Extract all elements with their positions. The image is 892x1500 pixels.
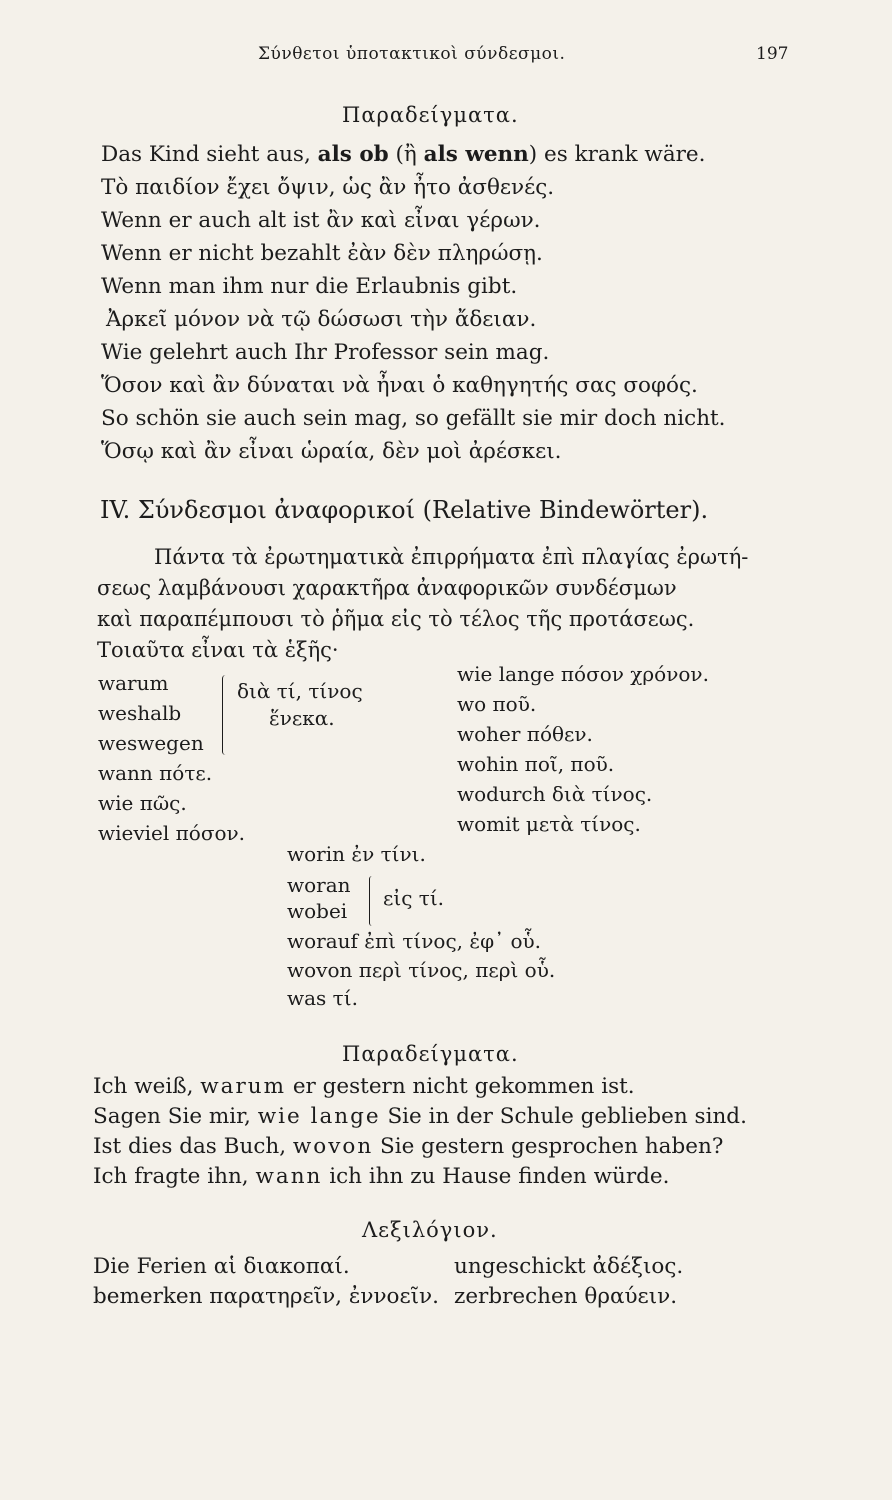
- vocab-item: wie lange πόσον χρόνον.: [457, 662, 709, 686]
- vocab-item: worin ἐν τίνι.: [287, 842, 426, 866]
- vocab-item: wie πῶς.: [98, 791, 187, 815]
- vocab-gloss: διὰ τί, τίνος: [237, 679, 363, 703]
- vocab-item: warum: [98, 671, 169, 695]
- glossary-heading: Λεξιλόγιον.: [362, 1218, 498, 1242]
- vocab-item: woran: [287, 873, 351, 897]
- vocab-gloss: ἕνεκα.: [269, 706, 335, 730]
- paragraph-line: Τοιαῦτα εἶναι τὰ ἑξῆς·: [97, 638, 339, 662]
- example-line: Ὅσον καὶ ἂν δύναται νὰ ἦναι ὁ καθηγητής σας σοφός.: [101, 373, 698, 398]
- vocab-item: wovon περὶ τίνος, περὶ οὗ.: [287, 958, 556, 982]
- example-line: Das Kind sieht aus, als ob (ἢ als wenn) es krank wäre.: [101, 142, 706, 167]
- example-line: Wenn er auch alt ist ἂν καὶ εἶναι γέρων.: [101, 208, 541, 233]
- example-line: Ist dies das Buch, wovon Sie gestern gesprochen haben?: [93, 1134, 724, 1159]
- vocab-item: weswegen: [98, 731, 204, 755]
- glossary-item: zerbrechen θραύειν.: [454, 1284, 678, 1309]
- vocab-item: woher πόθεν.: [457, 722, 593, 746]
- example-line: Wie gelehrt auch Ihr Professor sein mag.: [101, 340, 550, 365]
- vocab-item: wann πότε.: [98, 761, 213, 785]
- paragraph-line: Πάντα τὰ ἐρωτηματικὰ ἐπιρρήματα ἐπὶ πλαγίας ἐρωτή-: [154, 545, 749, 569]
- section-title: IV. Σύνδεσμοι ἀναφορικοί (Relative Bindewörter).: [100, 496, 709, 524]
- example-line: Ich weiß, warum er gestern nicht gekommen ist.: [93, 1074, 635, 1099]
- vocab-item: wo ποῦ.: [457, 692, 537, 716]
- paragraph-line: σεως λαμβάνουσι χαρακτῆρα ἀναφορικῶν συνδέσμων: [97, 576, 677, 600]
- example-line: Ὅσῳ καὶ ἂν εἶναι ὡραία, δὲν μοὶ ἀρέσκει.: [101, 439, 562, 464]
- vocab-item: worauf ἐπὶ τίνος, ἐφ᾽ οὗ.: [287, 929, 542, 953]
- brace: [369, 876, 375, 926]
- paragraph-line: καὶ παραπέμπουσι τὸ ῥῆμα εἰς τὸ τέλος τῆς προτάσεως.: [97, 607, 695, 631]
- page-number: 197: [756, 44, 789, 64]
- vocab-item: wobei: [287, 899, 348, 923]
- brace: [222, 675, 229, 755]
- glossary-item: Die Ferien αἱ διακοπαί.: [93, 1254, 350, 1279]
- vocab-item: womit μετὰ τίνος.: [457, 812, 641, 836]
- vocab-item: was τί.: [287, 986, 358, 1010]
- example-line: Sagen Sie mir, wie lange Sie in der Schule geblieben sind.: [93, 1104, 747, 1129]
- vocab-gloss: εἰς τί.: [383, 886, 445, 910]
- glossary-item: ungeschickt ἀδέξιος.: [454, 1254, 684, 1279]
- page-header: [0, 44, 892, 74]
- example-line: Wenn er nicht bezahlt ἐὰν δὲν πληρώσῃ.: [101, 241, 543, 266]
- examples-heading: Παραδείγματα.: [342, 1042, 519, 1066]
- example-line: Τὸ παιδίον ἔχει ὄψιν, ὡς ἂν ἦτο ἀσθενές.: [101, 175, 555, 200]
- glossary-item: bemerken παρατηρεῖν, ἐννοεῖν.: [93, 1284, 439, 1309]
- vocab-item: wohin ποῖ, ποῦ.: [457, 752, 615, 776]
- vocab-item: wodurch διὰ τίνος.: [457, 782, 653, 806]
- example-line: Ich fragte ihn, wann ich ihn zu Hause finden würde.: [93, 1164, 670, 1189]
- vocab-item: wieviel πόσον.: [98, 821, 246, 845]
- example-line: Ἀρκεῖ μόνον νὰ τῷ δώσωσι τὴν ἄδειαν.: [106, 307, 537, 332]
- example-line: Wenn man ihm nur die Erlaubnis gibt.: [101, 274, 518, 299]
- example-line: So schön sie auch sein mag, so gefällt sie mir doch nicht.: [101, 406, 726, 431]
- running-title: Σύνθετοι ὑποτακτικοὶ σύνδεσμοι.: [258, 44, 566, 64]
- examples-heading: Παραδείγματα.: [342, 103, 519, 127]
- vocab-item: weshalb: [98, 701, 182, 725]
